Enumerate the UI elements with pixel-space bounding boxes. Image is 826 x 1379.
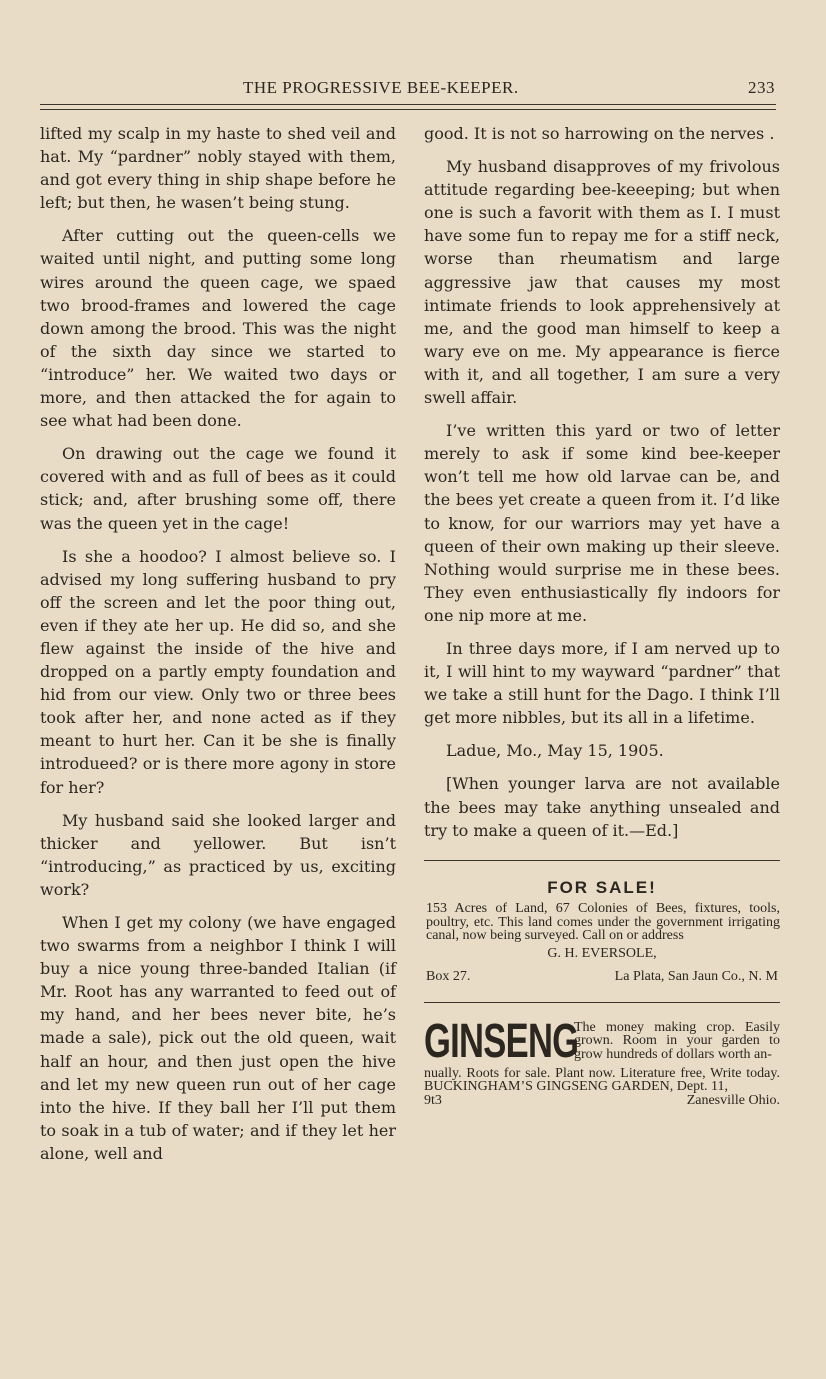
paragraph: My husband said she looked larger and thicker and yellower. But isn’t “introducing,” as practiced by us, exciting work? [40, 810, 396, 899]
header-rule [40, 104, 776, 105]
paragraph: Is she a hoodoo? I almost believe so. I advised my long suffering husband to pry off the screen and let the poor thing out, even if they ate her up. He did so, and she flew against the inside of the hive and dropped on a partly empty foundation and hid from our view. Only two or three bees took after her, and none acted as if they meant to hurt her. Can it be she is finally introdueed? or is there more agony in store for her? [40, 546, 396, 797]
paragraph: After cutting out the queen-cells we waited until night, and putting some long wires around the queen cage, we spaed two brood-frames and lowered the cage down among the brood. This was the night of the sixth day since we started to “introduce” her. We waited two days or more, and then attacked the for again to see what had been done. [40, 226, 396, 431]
for-sale-advertisement [424, 877, 780, 985]
box-number: Box 27. [426, 969, 471, 985]
paragraph: When I get my colony (we have engaged two swarms from a neighbor I think I will buy a nice young three-banded Italian (if Mr. Root has any warranted to feed out of my hand, and her bees never bite, he’s made a sale), pick out the old queen, wait half an hour, and then just open the hive and let my new queen run out of her cage into the hive. If they ball her I’ll put them to soak in a tub of water; and if they let her alone, well and [40, 913, 396, 1163]
editor-note: [When younger larva are not available the bees may take anything unsealed and try to make a queen of it.—Ed.] [424, 774, 780, 840]
paragraph: On drawing out the cage we found it covered with and as full of bees as it could stick; and, after brushing some off, there was the queen yet in the cage! [40, 444, 396, 533]
ad-code: 9t3 [424, 1092, 442, 1108]
header-rule-double [40, 109, 776, 110]
ad-blurb: The money making crop. Easily grown. Room in your garden to grow hundreds of dollars worth an- [574, 1019, 780, 1062]
journal-title: THE PROGRESSIVE BEE-KEEPER. [243, 78, 519, 97]
divider [424, 1002, 780, 1003]
ad-body: nually. Roots for sale. Plant now. Literature free, Write today. BUCKINGHAM’S GINGSENG GARDEN, Dept. 11, [424, 1065, 780, 1095]
divider [424, 860, 780, 861]
ad-body: 153 Acres of Land, 67 Colonies of Bees, fixtures, tools, poultry, etc. This land comes under the government irrigating canal, now being surveyed. Call on or address [426, 901, 780, 944]
page-number: 233 [748, 78, 775, 97]
advertiser-name: G. H. EVERSOLE, [547, 945, 657, 961]
paragraph: My husband disapproves of my frivolous attitude regarding bee-keeeping; but when one is such a favorit with them as I. I must have some fun to repay me for a stiff neck, worse than rheumatism and large aggressive jaw that causes my most intimate friends to look apprehensively at me, and the good man himself to keep a wary eve on me. My appearance is fierce with it, and all together, I am sure a very swell affair. [424, 157, 780, 408]
paragraph: In three days more, if I am nerved up to it, I will hint to my wayward “pardner” that we take a still hunt for the Dago. I think I’ll get more nibbles, but its all in a lifetime. [424, 638, 780, 728]
paragraph: good. It is not so harrowing on the nerves . [424, 124, 775, 143]
location: La Plata, San Jaun Co., N. M [614, 969, 778, 985]
ad-heading: FOR SALE! [547, 877, 657, 897]
dateline: Ladue, Mo., May 15, 1905. [446, 741, 664, 761]
paragraph: lifted my scalp in my haste to shed veil and hat. My “pardner” nobly stayed with them, and got every thing in ship shape before he left; but then, he wasen’t being stung. [40, 124, 396, 213]
paragraph: I’ve written this yard or two of letter merely to ask if some kind bee-keeper won’t tell me how old larvae can be, and the bees yet create a queen from it. I’d like to know, for our warriors may yet have a queen of their own making up their sleeve. Nothing would surprise me in these bees. They even enthusiastically fly indoors for one nip more at me. [424, 421, 780, 625]
ad-footer [424, 1094, 780, 1108]
ad-city: Zanesville Ohio. [686, 1092, 780, 1108]
right-column [424, 122, 780, 1107]
ginseng-advertisement [424, 1014, 780, 1108]
left-column [40, 122, 396, 1175]
advertiser-address [424, 970, 780, 984]
ginseng-logo: GINSENG [424, 1014, 579, 1068]
